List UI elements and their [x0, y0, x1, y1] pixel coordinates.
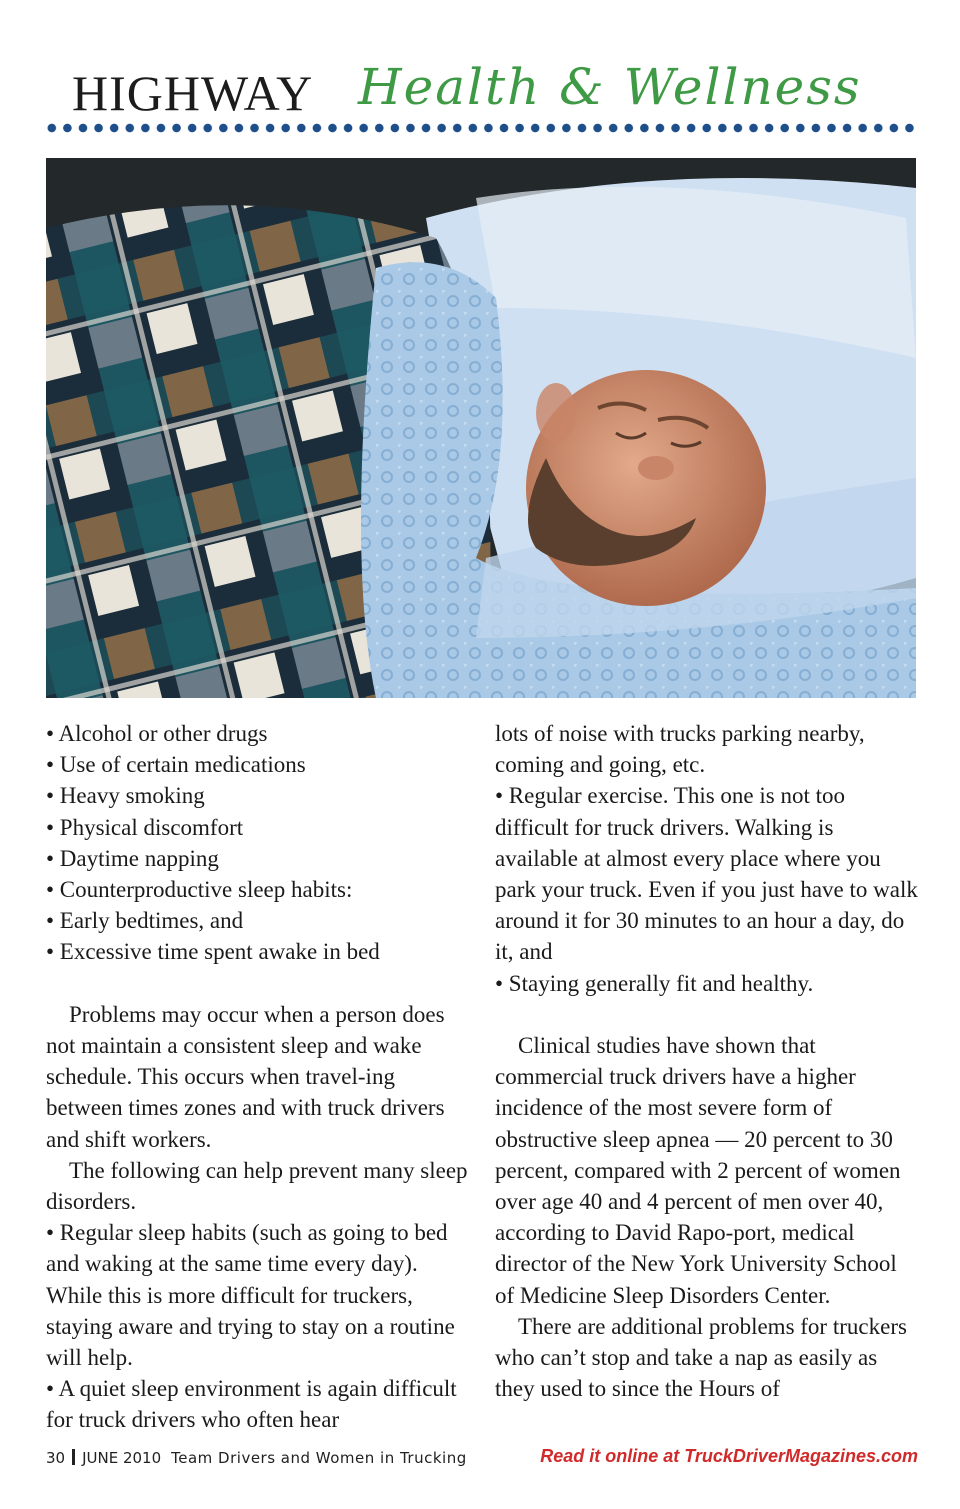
body-paragraph: • A quiet sleep environment is again difficult for truck drivers who often hear — [46, 1376, 457, 1433]
page-number: 30 — [46, 1449, 66, 1467]
page-footer — [46, 1446, 918, 1475]
footer-separator — [72, 1449, 75, 1465]
masthead-title-bold: HIGHWAY — [72, 65, 314, 121]
bullet-item: • Early bedtimes, and — [46, 908, 244, 934]
sleeping-man-photo — [46, 158, 916, 698]
dotted-divider — [44, 122, 920, 134]
body-paragraph: There are additional problems for truckers who can’t stop and take a nap as easily as they used to since the Hours of — [495, 1313, 907, 1402]
body-paragraph: • Regular sleep habits (such as going to bed and waking at the same time every day). While this is more difficult for truckers, staying aware and trying to stay on a routine will help. — [46, 1220, 455, 1371]
read-online-link[interactable]: Read it online at TruckDriverMagazines.com — [540, 1446, 918, 1466]
body-paragraph: Problems may occur when a person does not maintain a consistent sleep and wake schedule. This occurs when travel-ing between times zones and with truck drivers and shift workers. — [46, 1001, 445, 1152]
right-column — [495, 718, 920, 1404]
masthead — [72, 56, 902, 126]
body-paragraph: • Regular exercise. This one is not too difficult for truck drivers. Walking is available at almost every place where you park your truck. Even if you just have to walk around it for 30 minutes to an hour a day, do it, and — [495, 783, 918, 965]
publication-name: Team Drivers and Women in Trucking — [171, 1449, 467, 1467]
bullet-item: • Heavy smoking — [46, 783, 205, 809]
body-paragraph: The following can help prevent many sleep disorders. — [46, 1157, 468, 1215]
bullet-item: • Alcohol or other drugs — [46, 721, 268, 746]
body-paragraph: • Staying generally fit and healthy. — [495, 970, 814, 996]
body-paragraph: lots of noise with trucks parking nearby, coming and going, etc. — [495, 721, 865, 778]
bullet-item: • Counterproductive sleep habits: — [46, 877, 353, 903]
bullet-item: • Physical discomfort — [46, 814, 244, 840]
left-column — [46, 718, 476, 1436]
bullet-item: • Use of certain medications — [46, 752, 306, 778]
body-paragraph: Clinical studies have shown that commercial truck drivers have a higher incidence of the most severe form of obstructive sleep apnea — 20 percent to 30 percent, compared with 2 percent of women over age 40 and 4 percent of men over 40, according to David Rapo-port, medical director of the New York University School of Medicine Sleep Disorders Center. — [495, 1033, 901, 1308]
masthead-title-script: Health & Wellness — [358, 58, 862, 116]
issue-date: JUNE 2010 — [82, 1449, 162, 1467]
bullet-item: • Excessive time spent awake in bed — [46, 939, 380, 965]
footer-folio — [46, 1449, 467, 1467]
bullet-item: • Daytime napping — [46, 845, 219, 871]
